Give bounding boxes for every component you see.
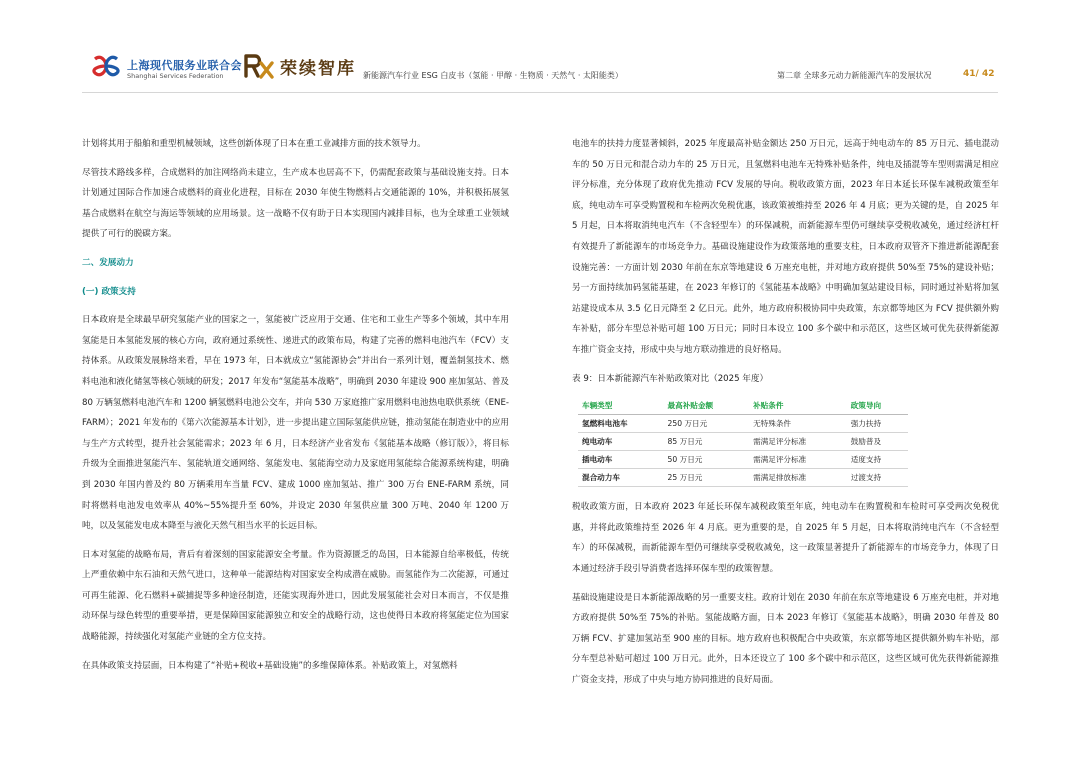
sf-logo-icon — [92, 55, 120, 77]
table-cell: 需满足评分标准 — [749, 451, 847, 469]
table-cell: 需满足评分标准 — [749, 433, 847, 451]
paragraph: 在具体政策支持层面，日本构建了“补贴+税收+基础设施”的多维保障体系。补贴政策上，对氢燃料 — [82, 660, 458, 671]
column-header: 车辆类型 — [578, 397, 664, 415]
subsidy-table — [578, 397, 908, 487]
left-column — [82, 134, 509, 684]
table-cell: 插电动车 — [578, 451, 664, 469]
table-cell: 无特殊条件 — [749, 415, 847, 433]
table-cell: 氢燃料电池车 — [578, 415, 664, 433]
table-cell: 50 万日元 — [664, 451, 750, 469]
table-row — [578, 433, 908, 451]
table-cell: 过渡支持 — [847, 469, 908, 487]
right-column — [572, 134, 999, 698]
brand-name: 荣续智库 — [280, 59, 356, 79]
paragraph: 日本对氢能的战略布局，背后有着深刻的国家能源安全考量。作为资源匮乏的岛国，日本能源自给率极低，传统上严重依赖中东石油和天然气进口，这种单一能源结构对国家安全构成潜在威胁。而氢能作为二次能源，可通过可再生能源、化石燃料+碳捕捉等多种途径制造，还能实现海外进口，因此发展氢能社会对日本而言，不仅是推动环保与绿色转型的重要举措，更是保障国家能源独立和安全的战略行动，这也使得日本政府将氢能定位为国家战略能源，持续强化对氢能产业链的全方位支持。 — [82, 549, 509, 643]
table-cell: 25 万日元 — [664, 469, 750, 487]
paragraph: 计划将其用于船舶和重型机械领域，这些创新体现了日本在重工业减排方面的技术领导力。 — [82, 139, 426, 149]
header-divider — [82, 92, 998, 93]
column-header: 补贴条件 — [749, 397, 847, 415]
table-cell: 需满足排放标准 — [749, 469, 847, 487]
page-number: 41/ 42 — [963, 69, 995, 79]
paragraph: 日本政府是全球最早研究氢能产业的国家之一，氢能被广泛应用于交通、住宅和工业生产等多个领域，其中车用氢能是日本氢能发展的核心方向，政府通过系统性、递进式的政策布局，构建了完善的燃料电池汽车（FCV）支持体系。从政策发展脉络来看，早在 1973 年，日本就成立“氢能源协会”并出台一系列计划，覆盖制氢技术、燃料电池和液化储氢等核心领域的研发；2017 年发布“氢能基本战略”，明确到 2030 年建设 900 座加氢站、普及 80 万辆氢燃料电池汽车和 1200 辆氢燃料电池公交车，并向 530 万家庭推广家用燃料电池热电联供系统（ENE-FARM）；2021 年发布的《第六次能源基本计划》，进一步提出建立国际氢能供应链，推动氢能在制造业中的应用与生产方式转型，提升社会氢能需求；2023 年 6 月，日本经济产业省发布《氢能基本战略（修订版）》，将目标升级为全面推进氢能汽车、氢能轨道交通网络、氢能发电、氢能海空动力及家庭用氢能综合能源系统构建，明确到 2030 年国内普及约 80 万辆乘用车当量 FCV、建成 1000 座加氢站、推广 300 万台 ENE-FARM 系统，同时将燃料电池发电效率从 40%~55%提升至 60%，并设定 2030 年氢供应量 300 万吨、2040 年 1200 万吨，以及氢能发电成本降至与液化天然气相当水平的长远目标。 — [82, 315, 510, 532]
table-header-row — [578, 397, 908, 415]
table-caption: 表 9：日本新能源汽车补贴政策对比（2025 年度） — [572, 373, 769, 384]
table-cell: 适度支持 — [847, 451, 908, 469]
paragraph: 基础设施建设是日本新能源战略的另一重要支柱。政府计划在 2030 年前在东京等地建设 6 万座充电桩，并对地方政府提供 50%至 75%的补贴。氢能战略方面，日本 2023 年修订《氢能基本战略》，明确 2030 年普及 80 万辆 FCV、扩建加氢站至 900 座的目标。地方政府也积极配合中央政策，东京都等地区提供额外购车补贴，部分车型总补贴可超过 100 万日元。此外，日本还设立了 100 多个碳中和示范区，这些区域可优先获得新能源推广资金支持，形成了中央与地方协同推进的良好局面。 — [572, 592, 999, 685]
paragraph: 尽管技术路线多样，合成燃料的加注网络尚未建立，生产成本也居高不下，仍需配套政策与基础设施支持。日本计划通过国际合作加速合成燃料的商业化进程，目标在 2030 年使生物燃料占交通能源的 10%，并积极拓展氢基合成燃料在航空与海运等领域的应用场景。这一战略不仅有助于日本实现国内减排目标，也为全球重工业领域提供了可行的脱碳方案。 — [82, 167, 509, 240]
table-row — [578, 415, 908, 433]
table-cell: 纯电动车 — [578, 433, 664, 451]
document-title: 新能源汽车行业 ESG 白皮书（氢能 · 甲醇 · 生物质 · 天然气 · 太阳能类） — [363, 71, 623, 80]
table-cell: 鼓励普及 — [847, 433, 908, 451]
table-cell: 85 万日元 — [664, 433, 750, 451]
paragraph: 税收政策方面，日本政府 2023 年延长环保车减税政策至年底，纯电动车在购置税和车检时可享受两次免税优惠，并将此政策维持至 2026 年 4 月底。更为重要的是，自 2025 年 5 月起，日本将取消纯电汽车（不含轻型车）的环保减税，而新能源车型仍可继续享受税收减免，这一政策显著提升了新能源车的市场竞争力，体现了日本通过经济手段引导消费者选择环保车型的政策智慧。 — [572, 502, 999, 574]
subsection-heading: (一) 政策支持 — [82, 286, 136, 297]
rx-logo-icon — [243, 53, 275, 79]
table-row — [578, 469, 908, 487]
column-header: 政策导向 — [847, 397, 908, 415]
chapter-title: 第二章 全球多元动力新能源汽车的发展状况 — [777, 71, 932, 80]
page-header — [0, 0, 1080, 110]
table-row — [578, 451, 908, 469]
table-cell: 强力扶持 — [847, 415, 908, 433]
column-header: 最高补贴金额 — [664, 397, 750, 415]
table-cell: 混合动力车 — [578, 469, 664, 487]
org-name: 上海现代服务业联合会 — [127, 59, 242, 72]
table-cell: 250 万日元 — [664, 415, 750, 433]
paragraph: 电池车的扶持力度显著倾斜，2025 年度最高补贴金额达 250 万日元，远高于纯电动车的 85 万日元、插电混动车的 50 万日元和混合动力车的 25 万日元，且氢燃料电池车无特殊补贴条件，纯电及插混等车型则需满足相应评分标准，充分体现了政府优先推动 FCV 发展的导向。税收政策方面，2023 年日本延长环保车减税政策至年底，纯电动车可享受购置税和车检两次免税优惠，该政策被维持至 2026 年 4 月底；更为关键的是，自 2025 年 5 月起，日本将取消纯电汽车（不含轻型车）的环保减税，而新能源车型仍可继续享受税收减免，通过经济杠杆有效提升了新能源车的市场竞争力。基础设施建设作为政策落地的重要支柱，日本政府双管齐下推进新能源配套设施完善：一方面计划 2030 年前在东京等地建设 6 万座充电桩，并对地方政府提供 50%至 75%的建设补贴；另一方面持续加码氢能基建，在 2023 年修订的《氢能基本战略》中明确加氢站建设目标，同时通过补贴将加氢站建设成本从 3.5 亿日元降至 2 亿日元。此外，地方政府积极协同中央政策，东京都等地区为 FCV 提供额外购车补贴，部分车型总补贴可超 100 万日元；同时日本设立 100 多个碳中和示范区，这些区域可优先获得新能源车推广资金支持，形成中央与地方联动推进的良好格局。 — [572, 139, 999, 355]
section-heading: 二、发展动力 — [82, 257, 134, 268]
org-name-en: Shanghai Services Federation — [127, 72, 224, 80]
